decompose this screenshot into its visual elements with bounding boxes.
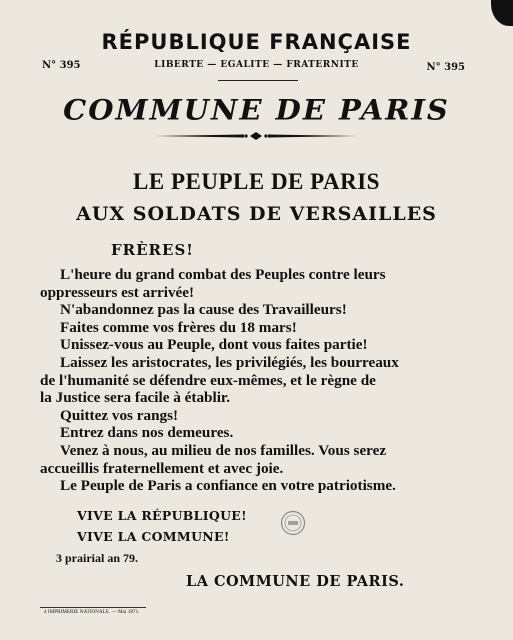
proclamation-body	[40, 266, 470, 495]
body-line: Faites comme vos frères du 18 mars!	[60, 318, 297, 336]
header-rule	[218, 80, 298, 81]
body-line: la Justice sera facile à établir.	[40, 389, 231, 407]
ornamental-rule	[156, 131, 356, 141]
commune-title: COMMUNE DE PARIS	[63, 93, 450, 127]
salutation: FRÈRES!	[111, 241, 194, 259]
vive-republique: VIVE LA RÉPUBLIQUE!	[77, 508, 247, 523]
body-line: accueillis fraternellement et avec joie.	[40, 459, 284, 477]
body-line: Venez à nous, au milieu de nos familles. Vous serez	[60, 441, 387, 459]
body-line: Entrez dans nos demeures.	[60, 424, 234, 442]
poster-number-right: N° 395	[426, 62, 465, 73]
body-line: oppresseurs est arrivée!	[40, 283, 195, 301]
body-line: de l'humanité se défendre eux-mêmes, et le règne de	[40, 371, 376, 389]
poster-number-left: N° 395	[42, 60, 81, 71]
republic-motto: LIBERTE — EGALITE — FRATERNITE	[154, 60, 359, 70]
printer-imprint: 4 IMPRIMERIE NATIONALE. — Mai 1871.	[44, 610, 140, 615]
torn-corner	[491, 0, 513, 26]
headline-soldiers: AUX SOLDATS DE VERSAILLES	[76, 203, 437, 225]
signature-commune: LA COMMUNE DE PARIS.	[186, 573, 405, 590]
vive-commune: VIVE LA COMMUNE!	[77, 529, 230, 544]
body-line: N'abandonnez pas la cause des Travailleurs!	[60, 301, 347, 319]
imprint-rule	[40, 607, 146, 608]
republic-title: RÉPUBLIQUE FRANÇAISE	[101, 30, 412, 54]
poster-header	[0, 30, 513, 54]
body-line: Le Peuple de Paris a confiance en votre patriotisme.	[60, 477, 396, 495]
body-line: Laissez les aristocrates, les privilégiés, les bourreaux	[60, 353, 399, 371]
library-stamp-icon	[280, 510, 306, 536]
body-line: Quittez vos rangs!	[60, 406, 179, 424]
body-line: Unissez-vous au Peuple, dont vous faites partie!	[60, 336, 368, 354]
body-line: L'heure du grand combat des Peuples contre leurs	[60, 266, 386, 283]
poster-date: 3 prairial an 79.	[56, 551, 139, 565]
headline-people: LE PEUPLE DE PARIS	[133, 169, 380, 194]
